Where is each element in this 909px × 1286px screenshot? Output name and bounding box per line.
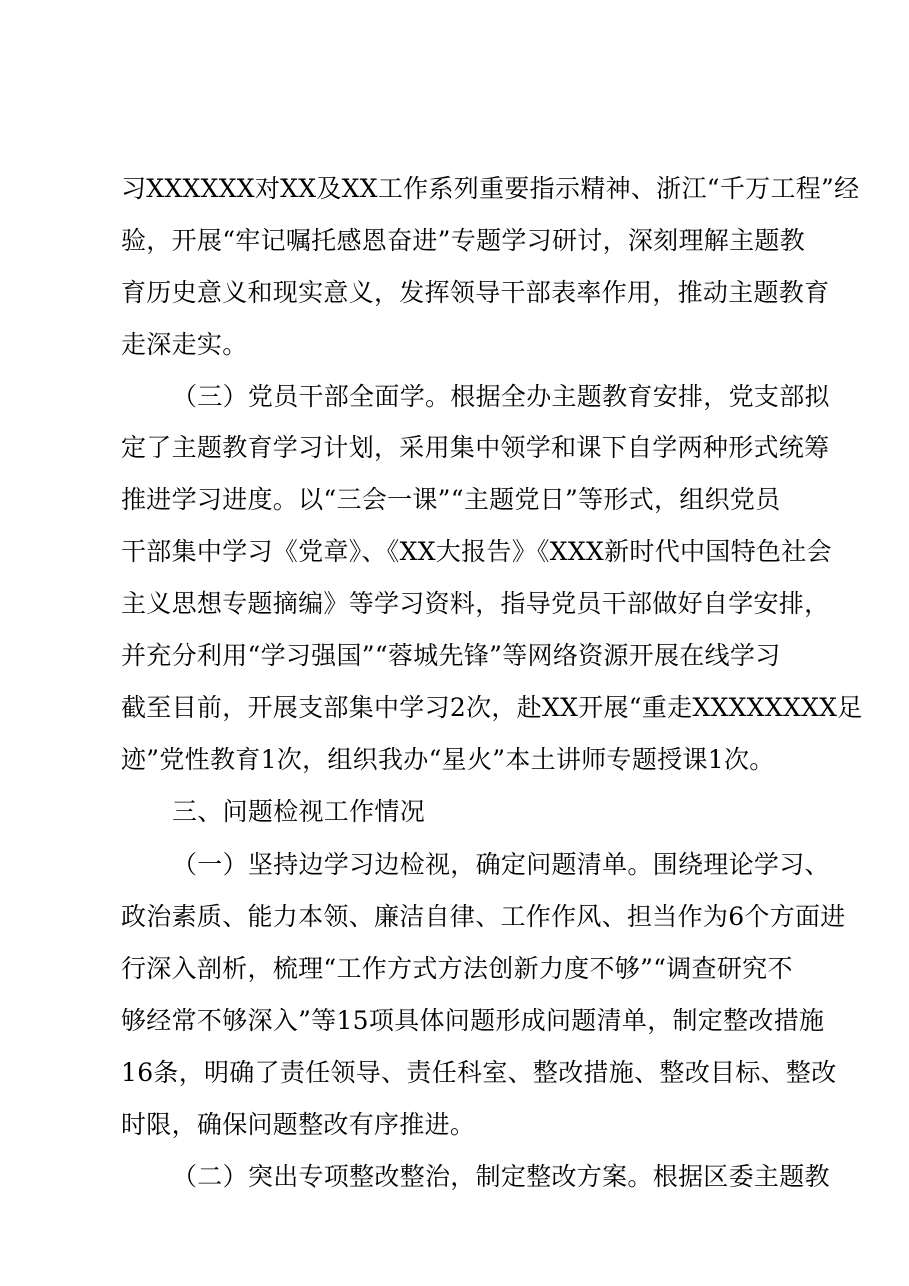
body-text-line: 16条，明确了责任领导、责任科室、整改措施、整改目标、整改 <box>121 1058 837 1087</box>
paragraph-heading-line: （一）坚持边学习边检视，确定问题清单。围绕理论学习、 <box>172 850 830 879</box>
body-text-line: 时限，确保问题整改有序推进。 <box>121 1110 476 1139</box>
body-text-line: 截至目前，开展支部集中学习2次，赴XX开展“重走XXXXXXXX足 <box>121 693 863 722</box>
paragraph-heading-line: （三）党员干部全面学。根据全办主题教育安排，党支部拟 <box>172 382 830 411</box>
body-text-line: 习XXXXXX对XX及XX工作系列重要指示精神、浙江“千万工程”经 <box>121 174 860 203</box>
body-text-line: 政治素质、能力本领、廉洁自律、工作作风、担当作为6个方面进 <box>121 902 846 931</box>
body-text-line: 干部集中学习《党章》、《XX大报告》《XXX新时代中国特色社会 <box>121 537 832 566</box>
body-text-line: 迹”党性教育1次，组织我办“星火”本土讲师专题授课1次。 <box>121 745 775 774</box>
body-text-line: 推进学习进度。以“三会一课”“主题党日”等形式，组织党员 <box>121 485 781 514</box>
body-text-line: 走深走实。 <box>121 330 248 359</box>
body-text-line: 够经常不够深入”等15项具体问题形成问题清单，制定整改措施 <box>121 1006 825 1035</box>
section-heading: 三、问题检视工作情况 <box>172 797 426 826</box>
body-text-line: 定了主题教育学习计划，采用集中领学和课下自学两种形式统筹 <box>121 433 830 462</box>
body-text-line: 验，开展“牢记嘱托感恩奋进”专题学习研讨，深刻理解主题教 <box>121 226 805 255</box>
body-text-line: 行深入剖析，梳理“工作方式方法创新力度不够”“调查研究不 <box>121 954 793 983</box>
paragraph-heading-line: （二）突出专项整改整治，制定整改方案。根据区委主题教 <box>172 1162 830 1191</box>
body-text-line: 育历史意义和现实意义，发挥领导干部表率作用，推动主题教育 <box>121 278 830 307</box>
body-text-line: 主义思想专题摘编》等学习资料，指导党员干部做好自学安排， <box>121 589 830 618</box>
body-text-line: 并充分利用“学习强国”“蓉城先锋”等网络资源开展在线学习 <box>121 641 781 670</box>
